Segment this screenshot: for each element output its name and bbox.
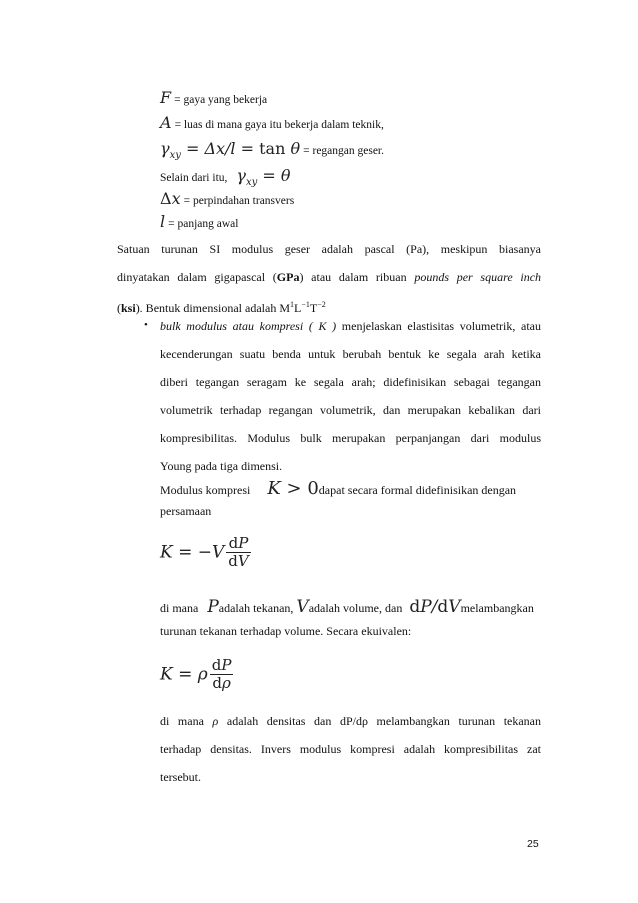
modulus-text-2: dapat secara formal didefinisikan dengan [318,483,517,497]
modulus-condition: K > 0 [267,478,319,499]
where-1-c: adalah volume, dan [308,601,403,615]
equation-2-numerator: dP [211,656,232,674]
bullet-line-1: bulk modulus atau kompresi ( K ) menjelaskan elastisitas volumetrik, atau [160,319,542,333]
modulus-definition-line [160,478,516,499]
bullet-line-2: kecenderungan suatu benda untuk berubah bentuk ke segala arah ketika [160,347,541,361]
definition-length-text: = panjang awal [168,218,239,230]
where-pressure-line-2 [160,624,411,639]
modulus-equation-label [160,504,211,519]
definition-force [160,88,267,107]
shear-strain-theta: $\gamma_{xy} = \theta$ [236,166,291,189]
paragraph-line-1: Satuan turunan SI modulus geser adalah pascal (Pa), meskipun biasanya [117,242,541,256]
definition-length [160,212,238,231]
definition-force-text: = gaya yang bekerja [174,94,268,106]
symbol-p: P [207,597,219,617]
bullet-line-3: diberi tegangan seragam ke segala arah; didefinisikan sebagai tegangan [160,375,541,389]
bullet-line-5: kompresibilitas. Modulus bulk merupakan perpanjangan dari modulus [160,431,541,445]
where-density-paragraph [160,707,541,791]
where-1-line-2: turunan tekanan terhadap volume. Secara ekuivalen: [160,624,412,638]
modulus-text-1: Modulus kompresi [160,483,251,497]
bullet-line-4: volumetrik terhadap regangan volumetrik, dan merupakan kebalikan dari [160,403,541,417]
equation-1-fraction [226,535,250,570]
where-2-line-1: di mana ρ adalah densitas dan dP/dρ melambangkan turunan tekanan [160,714,542,728]
symbol-dp-dv: dP/dV [409,597,461,617]
equation-2-denominator: dρ [212,674,231,692]
symbol-a: A [160,113,172,132]
equation-1-denominator: dV [228,552,249,570]
symbol-delta-x: Δx [160,189,181,208]
bullet-paragraph [160,312,541,480]
where-2-line-2: terhadap densitas. Invers modulus kompresi adalah kompresibilitas zat [160,742,541,756]
paragraph-line-2: dinyatakan dalam gigapascal (GPa) atau dalam ribuan pounds per square inch [117,270,542,284]
definition-besides-prefix: Selain dari itu, [160,172,228,184]
equation-bulk-density [160,657,233,692]
definition-displacement-text: = perpindahan transvers [183,195,295,207]
equation-1-numerator: dP [226,535,250,553]
paragraph-si-unit [117,235,541,322]
where-1-e: melambangkan [460,601,534,615]
equation-bulk-volume [160,535,251,570]
definition-shear-strain [160,139,384,161]
definition-besides [160,166,290,188]
bullet-line-6: Young pada tiga dimensi. [160,459,283,473]
symbol-v: V [296,597,309,617]
where-2-line-3: tersebut. [160,770,201,784]
page-number: 25 [527,838,539,850]
definition-shear-strain-text: = regangan geser. [303,145,385,157]
where-1-a: di mana [160,601,199,615]
definition-displacement [160,189,294,208]
symbol-f: F [160,88,172,107]
modulus-text-3: persamaan [160,504,212,518]
paragraph-line-3: (ksi). Bentuk dimensional adalah $M^1L^{-1}T^{-2}$ [117,300,326,315]
where-1-b: adalah tekanan, [218,601,294,615]
equation-2-fraction [210,657,234,692]
shear-strain-formula: $\gamma_{xy} = \Delta x/l = \tan \theta$ [160,139,301,162]
bullet-marker: • [144,319,148,331]
symbol-l: l [160,212,166,231]
equation-2-lhs: K = ρ [160,664,208,685]
where-pressure-line [160,597,534,617]
equation-1-lhs: K = −V [160,542,225,563]
definition-area-text: = luas di mana gaya itu bekerja dalam teknik, [174,119,384,131]
definition-area [160,113,384,132]
